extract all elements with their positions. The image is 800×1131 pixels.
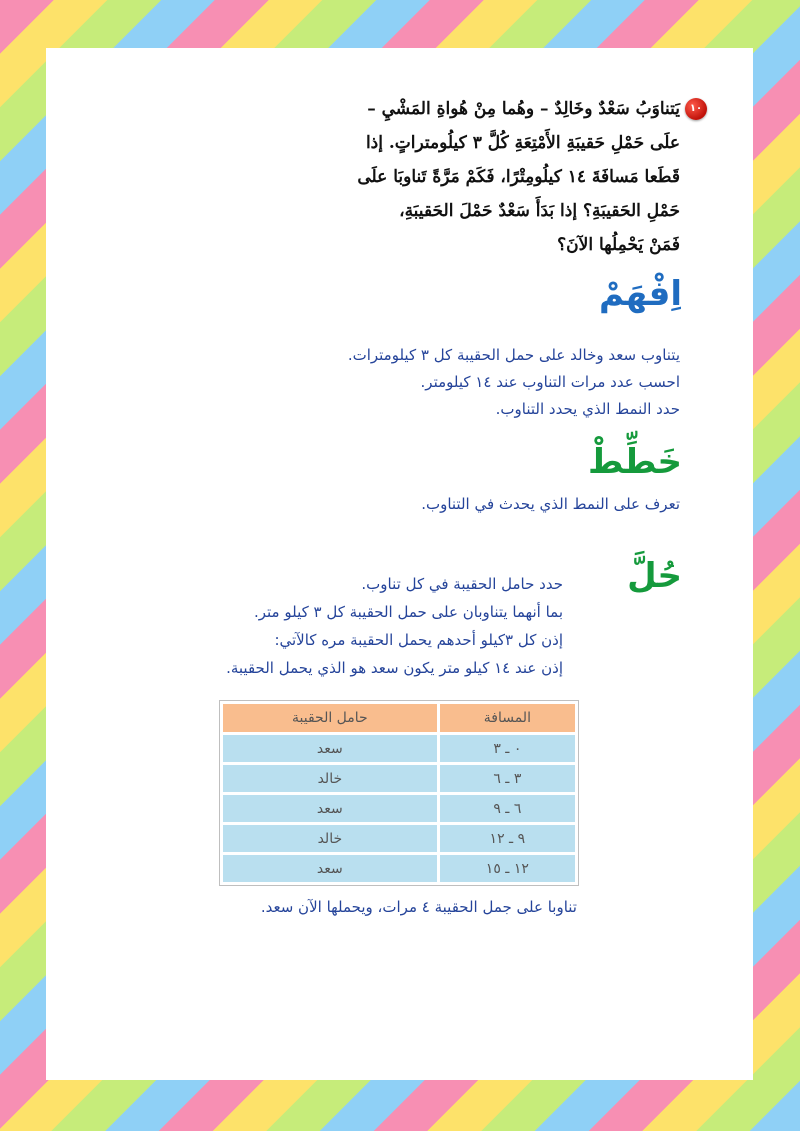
table-header-row <box>223 704 575 732</box>
distance-cell: ٣ ـ ٦ <box>440 765 575 792</box>
distance-cell: ٩ ـ ١٢ <box>440 825 575 852</box>
table-row <box>223 825 575 852</box>
problem-line: قَطَعا مَسافَةَ ١٤ كيلُومِتْرًا، فَكَمْ مَرَّةً تَناوبَا علَى <box>357 167 680 187</box>
problem-line: يَتناوَبُ سَعْدٌ وخَالِدٌ – وهُما مِنْ هُواةِ المَشْيِ – <box>367 99 680 119</box>
distance-cell: ٦ ـ ٩ <box>440 795 575 822</box>
carrier-cell: سعد <box>223 855 437 882</box>
carrier-cell: سعد <box>223 795 437 822</box>
solve-text <box>226 570 563 682</box>
worksheet-page <box>46 48 753 1080</box>
problem-line: حَمْلِ الحَقيبَةِ؟ إذا بَدَأَ سَعْدٌ حَمْلَ الحَقيبَةِ، <box>399 201 680 221</box>
problem-number-badge: ١٠ <box>685 98 707 120</box>
carrier-column-header: حامل الحقيبة <box>223 704 437 732</box>
result-text: تناوبا على جمل الحقيبة ٤ مرات، ويحملها الآن سعد. <box>260 898 577 916</box>
table-row <box>223 735 575 762</box>
solve-line: حدد حامل الحقيبة في كل تناوب. <box>361 575 563 593</box>
solve-line: بما أنهما يتناوبان على حمل الحقيبة كل ٣ كيلو متر. <box>253 603 563 621</box>
distance-table <box>219 700 579 886</box>
plan-line: تعرف على النمط الذي يحدث في التناوب. <box>421 495 680 513</box>
table-row <box>223 765 575 792</box>
distance-column-header: المسافة <box>440 704 575 732</box>
understand-heading: اِفْهَمْ <box>598 274 682 314</box>
understand-text <box>348 342 680 423</box>
carrier-cell: سعد <box>223 735 437 762</box>
problem-line: علَى حَمْلِ حَقيبَةِ الأَمْتِعَةِ كُلَّ ٣ كيلُومتراتٍ. إذا <box>365 133 680 153</box>
problem-line: فَمَنْ يَحْمِلُها الآنَ؟ <box>557 235 680 255</box>
understand-line: حدد النمط الذي يحدد التناوب. <box>495 400 680 418</box>
solve-line: إذن كل ٣كيلو أحدهم يحمل الحقيبة مره كالآتي: <box>274 631 563 649</box>
table-row <box>223 795 575 822</box>
carrier-cell: خالد <box>223 765 437 792</box>
carrier-cell: خالد <box>223 825 437 852</box>
solve-line: إذن عند ١٤ كيلو متر يكون سعد هو الذي يحمل الحقيبة. <box>226 659 563 677</box>
solve-heading: حُلَّ <box>627 556 682 596</box>
distance-cell: ١٢ ـ ١٥ <box>440 855 575 882</box>
problem-statement <box>260 92 680 262</box>
table-row <box>223 855 575 882</box>
plan-text <box>421 491 680 518</box>
plan-heading: خَطِّطْ <box>587 442 682 482</box>
understand-line: يتناوب سعد وخالد على حمل الحقيبة كل ٣ كيلومترات. <box>347 346 680 364</box>
understand-line: احسب عدد مرات التناوب عند ١٤ كيلومتر. <box>420 373 680 391</box>
distance-cell: ٠ ـ ٣ <box>440 735 575 762</box>
